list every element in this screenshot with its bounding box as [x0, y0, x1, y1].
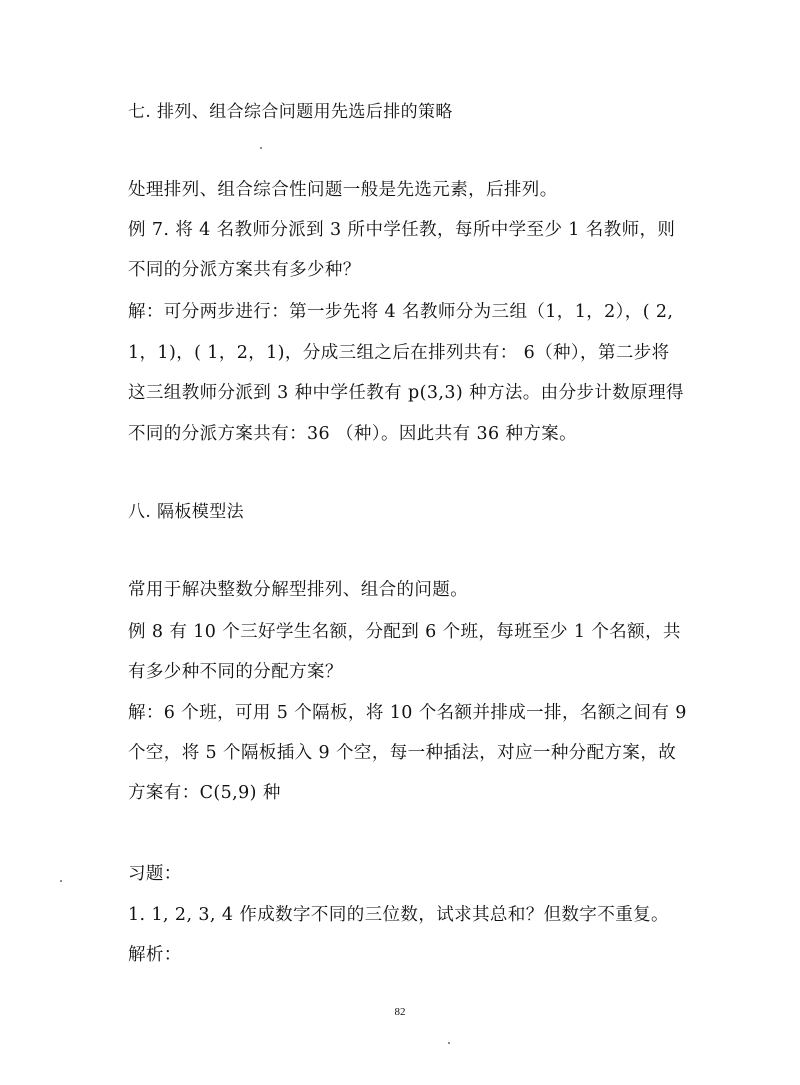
- section-7-intro: 处理排列、组合综合性问题一般是先选元素，后排列。: [128, 180, 558, 200]
- scan-speck: [260, 147, 262, 149]
- exercises-heading: 习题：: [128, 864, 182, 884]
- page-number: 82: [394, 1006, 406, 1018]
- example-7-line-1: 例 7. 将 4 名教师分派到 3 所中学任教，每所中学至少 1 名教师，则: [128, 220, 676, 240]
- scan-speck: [60, 880, 62, 882]
- section-7-heading: 七. 排列、组合综合问题用先选后排的策略: [128, 102, 453, 122]
- section-8-intro: 常用于解决整数分解型排列、组合的问题。: [128, 580, 469, 600]
- solution-8-line-3: 方案有：C(5,9) 种: [128, 783, 281, 803]
- exercise-1: 1. 1, 2, 3, 4 作成数字不同的三位数，试求其总和？但数字不重复。: [128, 905, 669, 925]
- solution-7-line-1: 解：可分两步进行：第一步先将 4 名教师分为三组（1，1，2），( 2,: [128, 302, 674, 322]
- example-8-line-2: 有多少种不同的分配方案？: [128, 662, 343, 682]
- exercise-1-analysis-label: 解析：: [128, 945, 182, 965]
- solution-7-line-4: 不同的分派方案共有：36 （种）。因此共有 36 种方案。: [128, 424, 578, 444]
- solution-8-line-2: 个空，将 5 个隔板插入 9 个空，每一种插法，对应一种分配方案，故: [128, 743, 677, 763]
- scan-speck: [448, 1042, 450, 1044]
- solution-8-line-1: 解：6 个班，可用 5 个隔板，将 10 个名额并排成一排，名额之间有 9: [128, 703, 687, 723]
- example-7-line-2: 不同的分派方案共有多少种？: [128, 260, 361, 280]
- section-8-heading: 八. 隔板模型法: [128, 502, 245, 522]
- example-8-line-1: 例 8 有 10 个三好学生名额，分配到 6 个班，每班至少 1 个名额，共: [128, 622, 681, 642]
- solution-7-line-3: 这三组教师分派到 3 种中学任教有 p(3,3) 种方法。由分步计数原理得: [128, 383, 684, 403]
- solution-7-line-2: 1，1)，( 1，2，1)，分成三组之后在排列共有： 6（种），第二步将: [128, 343, 670, 363]
